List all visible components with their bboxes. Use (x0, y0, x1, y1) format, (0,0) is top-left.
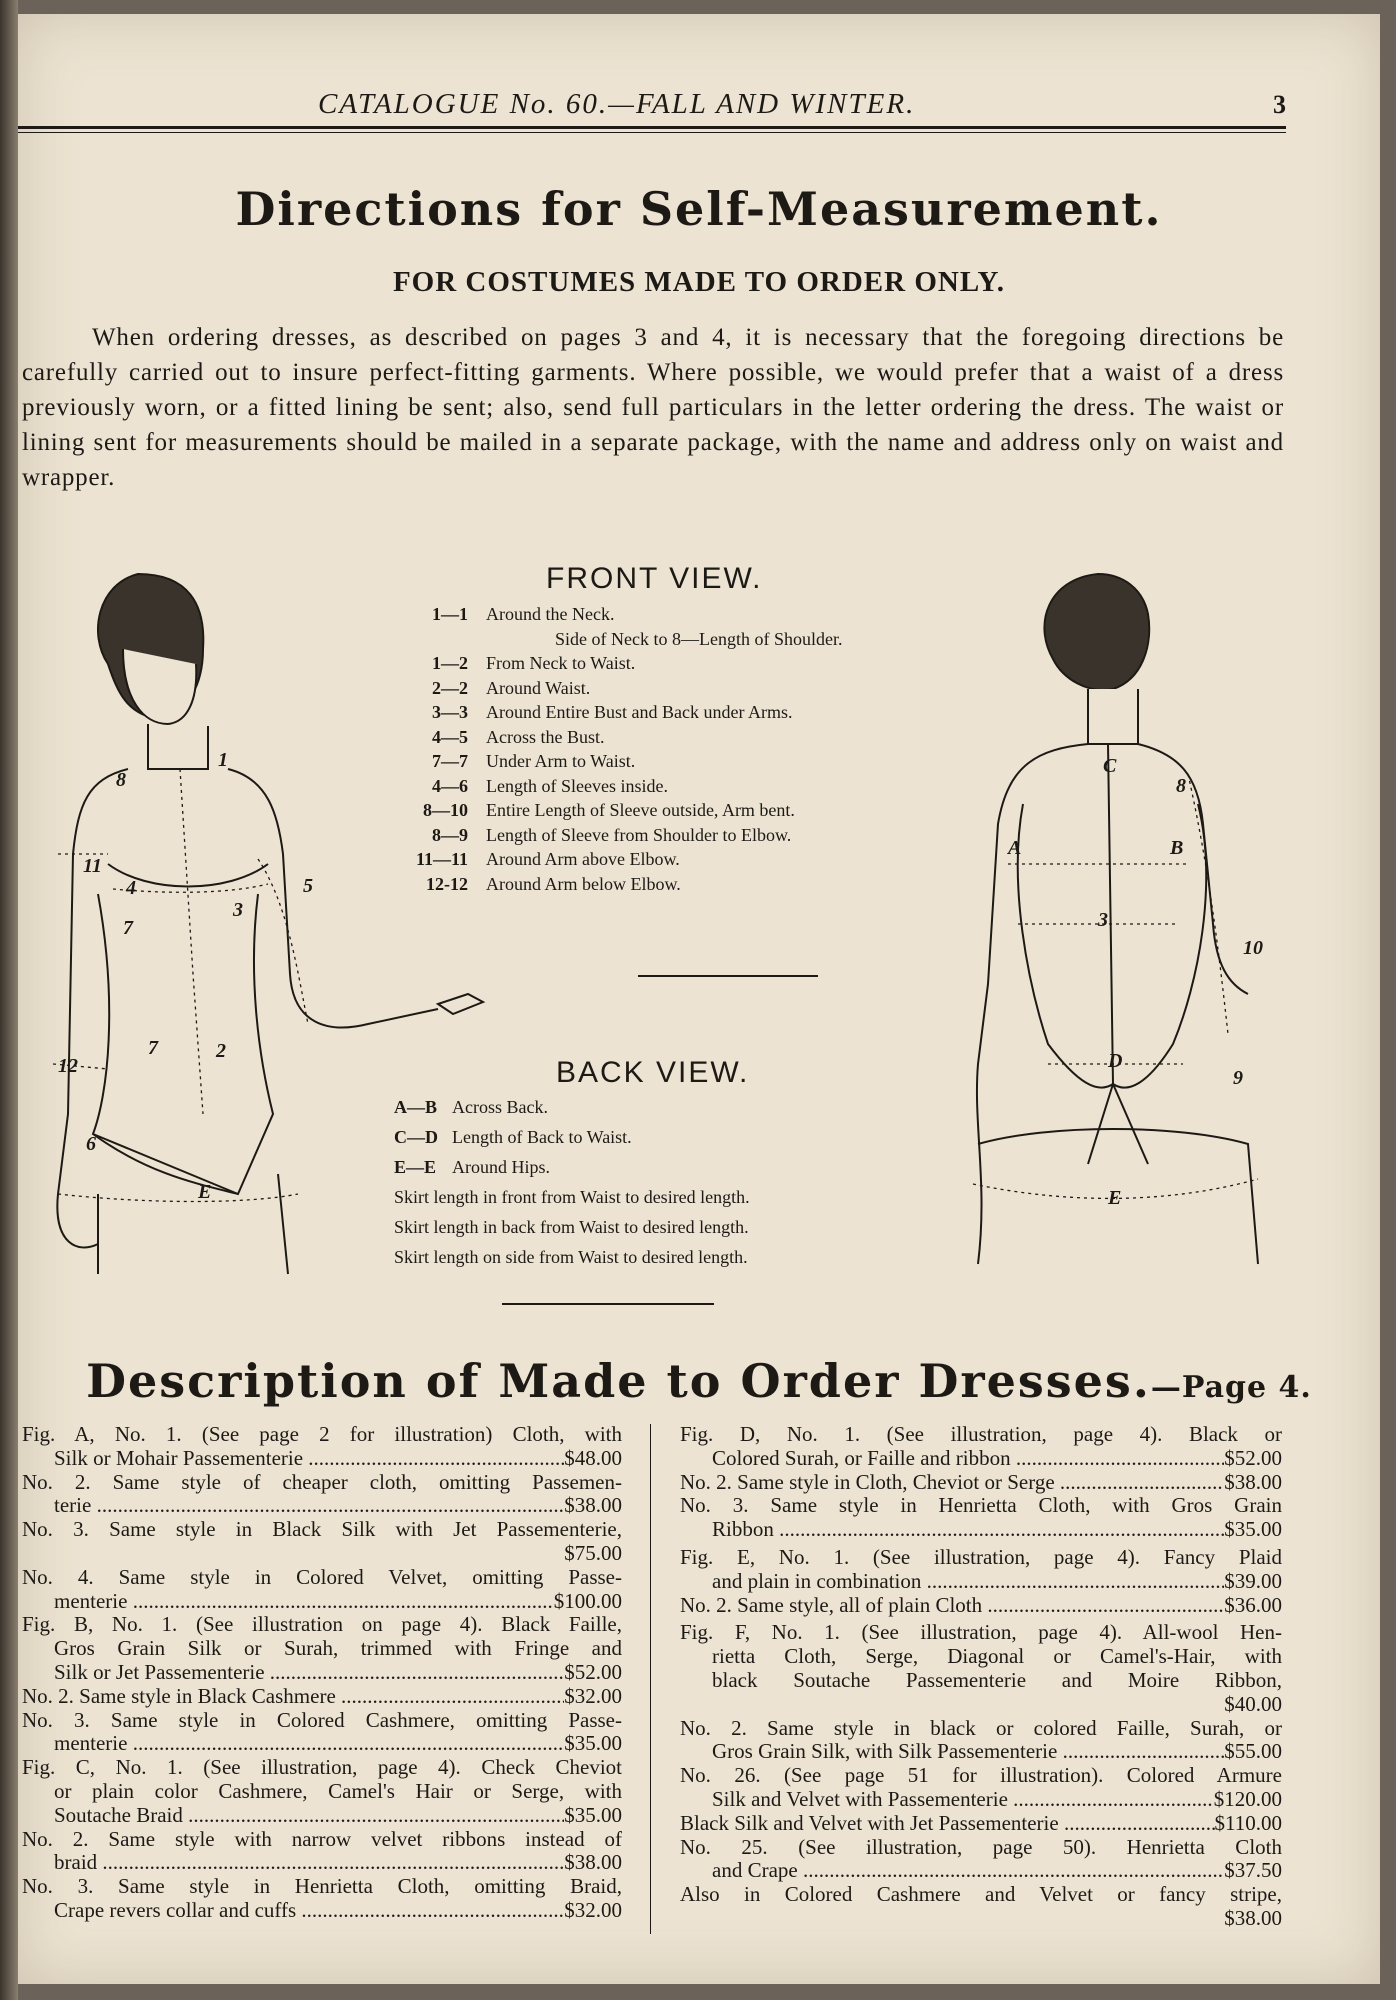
entry-price: $55.00 (1224, 1740, 1282, 1764)
list-item (22, 1685, 622, 1709)
entry-price: $35.00 (564, 1803, 622, 1827)
list-item (22, 1709, 622, 1757)
list-item (22, 1423, 622, 1471)
list-item: 1—2 From Neck to Waist. (432, 653, 636, 673)
list-item: Skirt length in back from Waist to desired length. (394, 1217, 749, 1237)
entry-price: $110.00 (1214, 1811, 1282, 1835)
list-item: 11—11 Around Arm above Elbow. (415, 849, 680, 869)
entry-price-line (680, 1859, 1282, 1883)
entry-line: rietta Cloth, Serge, Diagonal or Camel's-Hair, with (712, 1644, 1282, 1669)
list-item: 12-12 Around Arm below Elbow. (426, 873, 681, 894)
fig-label: 3 (233, 899, 243, 921)
list-item: 4—5 Across the Bust. (432, 726, 605, 747)
entry-price: $32.00 (564, 1898, 622, 1922)
fig-label: 11 (83, 855, 102, 877)
entry-description: Gros Grain Silk, with Silk Passementerie ..... (712, 1740, 1224, 1764)
entry-price-line (22, 1851, 622, 1875)
entry-line: No. 26. (See page 51 for illustration). Colored Armure (680, 1763, 1282, 1788)
entry-price-line (680, 1594, 1282, 1618)
fig-label: 12 (58, 1055, 78, 1077)
entry-price: $40.00 (1224, 1691, 1282, 1716)
entry-price-line (22, 1661, 622, 1685)
self-measurement-subtitle: FOR COSTUMES MADE TO ORDER ONLY. (392, 266, 1006, 298)
fig-label: 5 (303, 875, 313, 897)
entry-price: $39.00 (1224, 1569, 1282, 1593)
entry-line: No. 25. (See illustration, page 50). Henrietta Cloth (680, 1834, 1282, 1859)
list-item (680, 1836, 1282, 1884)
entry-line: Also in Colored Cashmere and Velvet or fancy stripe, (680, 1882, 1282, 1907)
entry-price: $52.00 (564, 1660, 622, 1684)
back-figure-illustration (948, 564, 1278, 1284)
entry-price: $75.00 (564, 1540, 622, 1565)
header-title: CATALOGUE No. 60.—FALL AND WINTER. (318, 88, 916, 120)
fig-label: 3 (1098, 909, 1108, 931)
list-item (680, 1423, 1282, 1471)
entry-description: Black Silk and Velvet with Jet Passementerie ..... (680, 1812, 1215, 1836)
list-item: 4—6 Length of Sleeves inside. (432, 775, 668, 796)
entry-price-line (22, 1804, 622, 1828)
entry-price-line (22, 1899, 622, 1923)
entry-price: $100.00 (553, 1589, 622, 1613)
fig-label: E (1108, 1187, 1122, 1209)
self-measurement-title: Directions for Self-Measurement. (235, 182, 1163, 236)
fig-label: 1 (218, 749, 228, 771)
entry-price-line (680, 1570, 1282, 1594)
list-item: A—B Across Back. (394, 1097, 548, 1117)
entry-price: $37.50 (1224, 1859, 1282, 1883)
entry-description: Silk or Jet Passementerie ..... (54, 1661, 564, 1685)
description-title-main: Description of Made to Order Dresses. (86, 1354, 1151, 1408)
entry-price: $38.00 (564, 1494, 622, 1518)
column-divider (650, 1424, 651, 1934)
fig-label: 9 (1233, 1067, 1243, 1089)
entry-line: Fig. E, No. 1. (See illustration, page 4). Fancy Plaid (680, 1544, 1282, 1569)
entry-price: $120.00 (1213, 1787, 1282, 1811)
list-item (22, 1828, 622, 1876)
price-list-left (22, 1423, 622, 1923)
entry-price: $52.00 (1224, 1446, 1282, 1470)
catalogue-page (18, 14, 1380, 1984)
book-spine (0, 0, 18, 2000)
entry-description: No. 2. Same style in Cloth, Cheviot or Serge ..... (680, 1471, 1224, 1495)
entry-description: Silk and Velvet with Passementerie ..... (712, 1788, 1214, 1812)
entry-price-line (22, 1590, 622, 1614)
entry-description: menterie ..... (54, 1732, 564, 1756)
entry-line: Fig. B, No. 1. (See illustration on page 4). Black Faille, (22, 1612, 622, 1637)
list-item (680, 1546, 1282, 1594)
header-rule-thin (18, 132, 1286, 133)
entry-line: No. 3. Same style in Henrietta Cloth, omitting Braid, (22, 1874, 622, 1899)
front-view-list (398, 604, 958, 898)
entry-line: No. 4. Same style in Colored Velvet, omitting Passe- (22, 1564, 622, 1589)
entry-price-line (680, 1471, 1282, 1495)
fig-label: B (1170, 837, 1184, 859)
list-item (680, 1494, 1282, 1542)
entry-description: Silk or Mohair Passementerie ..... (54, 1447, 564, 1471)
fig-label: 7 (148, 1037, 158, 1059)
list-item: Skirt length in front from Waist to desired length. (394, 1187, 750, 1207)
list-item: 8—10 Entire Length of Sleeve outside, Arm bent. (423, 800, 795, 820)
entry-line: No. 3. Same style in Black Silk with Jet Passementerie, (22, 1517, 622, 1542)
section-divider (502, 1303, 714, 1305)
entry-line: or plain color Cashmere, Camel's Hair or Serge, with (54, 1778, 622, 1803)
list-item: Skirt length on side from Waist to desired length. (394, 1247, 748, 1267)
entry-price-line (22, 1685, 622, 1709)
entry-description: Crape revers collar and cuffs ..... (54, 1899, 564, 1923)
entry-price-line (680, 1788, 1282, 1812)
entry-price: $38.00 (1224, 1470, 1282, 1494)
entry-line: No. 3. Same style in Henrietta Cloth, with Gros Grain (680, 1493, 1282, 1518)
entry-description: and plain in combination ..... (712, 1570, 1224, 1594)
entry-price: $36.00 (1224, 1593, 1282, 1617)
list-item: Side of Neck to 8—Length of Shoulder. (555, 628, 843, 649)
entry-price-line (680, 1740, 1282, 1764)
list-item (22, 1756, 622, 1827)
entry-price: $35.00 (564, 1732, 622, 1756)
entry-price-line (22, 1732, 622, 1756)
fig-label: E (198, 1181, 212, 1203)
entry-line: Fig. F, No. 1. (See illustration, page 4). All-wool Hen- (680, 1620, 1282, 1645)
list-item (680, 1471, 1282, 1495)
entry-line: Fig. A, No. 1. (See page 2 for illustration) Cloth, with (22, 1422, 622, 1446)
page-number: 3 (1273, 90, 1286, 119)
list-item: 8—9 Length of Sleeve from Shoulder to Elbow. (432, 824, 792, 845)
list-item (680, 1764, 1282, 1812)
entry-line: Fig. C, No. 1. (See illustration, page 4). Check Cheviot (22, 1755, 622, 1780)
entry-line: Gros Grain Silk or Surah, trimmed with Fringe and (54, 1636, 622, 1661)
entry-price-line (680, 1447, 1282, 1471)
list-item: 1—1 Around the Neck. (432, 604, 615, 624)
fig-label: A (1008, 837, 1022, 859)
fig-label: C (1103, 755, 1117, 777)
entry-description: terie ..... (54, 1494, 564, 1518)
fig-label: 6 (86, 1133, 96, 1155)
entry-description: Ribbon ..... (712, 1518, 1224, 1542)
header-rule (18, 126, 1286, 129)
entry-description: braid ..... (54, 1851, 564, 1875)
list-item (22, 1518, 622, 1566)
entry-price-line (22, 1447, 622, 1471)
entry-line: Fig. D, No. 1. (See illustration, page 4). Black or (680, 1422, 1282, 1446)
description-title-suffix: —Page 4. (1150, 1370, 1312, 1405)
list-item (680, 1812, 1282, 1836)
list-item: C—D Length of Back to Waist. (394, 1127, 632, 1147)
list-item: 3—3 Around Entire Bust and Back under Arms. (432, 702, 793, 722)
entry-description: No. 2. Same style in Black Cashmere ..... (22, 1685, 564, 1709)
entry-price-line (680, 1812, 1282, 1836)
list-item: 2—2 Around Waist. (432, 677, 591, 698)
back-view-heading: BACK VIEW. (556, 1056, 750, 1089)
list-item (22, 1613, 622, 1684)
entry-line: No. 2. Same style in black or colored Faille, Surah, or (680, 1715, 1282, 1740)
entry-price-line (22, 1494, 622, 1518)
list-item (22, 1875, 622, 1923)
list-item (22, 1471, 622, 1519)
fig-label: 4 (126, 877, 136, 899)
intro-paragraph: When ordering dresses, as described on pages 3 and 4, it is necessary that the foregoing directions be carefully carried out to insure perfect-fitting garments. Where possible, we would prefer that a waist of a dress previously worn, or a fitted lining be sent; also, send full particulars in the letter ordering the dress. The waist or lining sent for measurements should be mailed in a separate package, with the name and address only on waist and wrapper. (22, 324, 1284, 491)
back-view-list (394, 1097, 914, 1277)
entry-description: menterie ..... (54, 1590, 554, 1614)
list-item: E—E Around Hips. (394, 1157, 550, 1177)
entry-line: No. 2. Same style of cheaper cloth, omitting Passemen- (22, 1469, 622, 1494)
list-item (22, 1566, 622, 1614)
entry-price: $32.00 (564, 1684, 622, 1708)
fig-label: 7 (123, 917, 133, 939)
fig-label: 8 (116, 769, 126, 791)
front-view-heading: FRONT VIEW. (546, 562, 763, 595)
entry-description: and Crape ..... (712, 1859, 1224, 1883)
entry-price: $38.00 (1224, 1905, 1282, 1930)
fig-label: 10 (1243, 937, 1263, 959)
entry-price: $48.00 (564, 1446, 622, 1470)
list-item: 7—7 Under Arm to Waist. (432, 751, 636, 771)
list-item (680, 1621, 1282, 1716)
section-divider (638, 975, 818, 977)
entry-price: $38.00 (564, 1851, 622, 1875)
list-item (680, 1717, 1282, 1765)
entry-description: Colored Surah, or Faille and ribbon ..... (712, 1447, 1224, 1471)
list-item (680, 1594, 1282, 1618)
fig-label: 8 (1176, 775, 1186, 797)
entry-price: $35.00 (1224, 1518, 1282, 1542)
entry-price-line (680, 1518, 1282, 1542)
fig-label: 2 (216, 1040, 226, 1062)
price-list-right (680, 1423, 1282, 1931)
entry-line: No. 2. Same style with narrow velvet ribbons instead of (22, 1826, 622, 1851)
entry-description: No. 2. Same style, all of plain Cloth ..... (680, 1594, 1224, 1618)
fig-label: D (1108, 1050, 1123, 1072)
entry-line: No. 3. Same style in Colored Cashmere, omitting Passe- (22, 1707, 622, 1732)
entry-line: black Soutache Passementerie and Moire Ribbon, (712, 1667, 1282, 1692)
entry-description: Soutache Braid ..... (54, 1804, 564, 1828)
description-title (18, 1354, 1380, 1408)
list-item (680, 1883, 1282, 1931)
